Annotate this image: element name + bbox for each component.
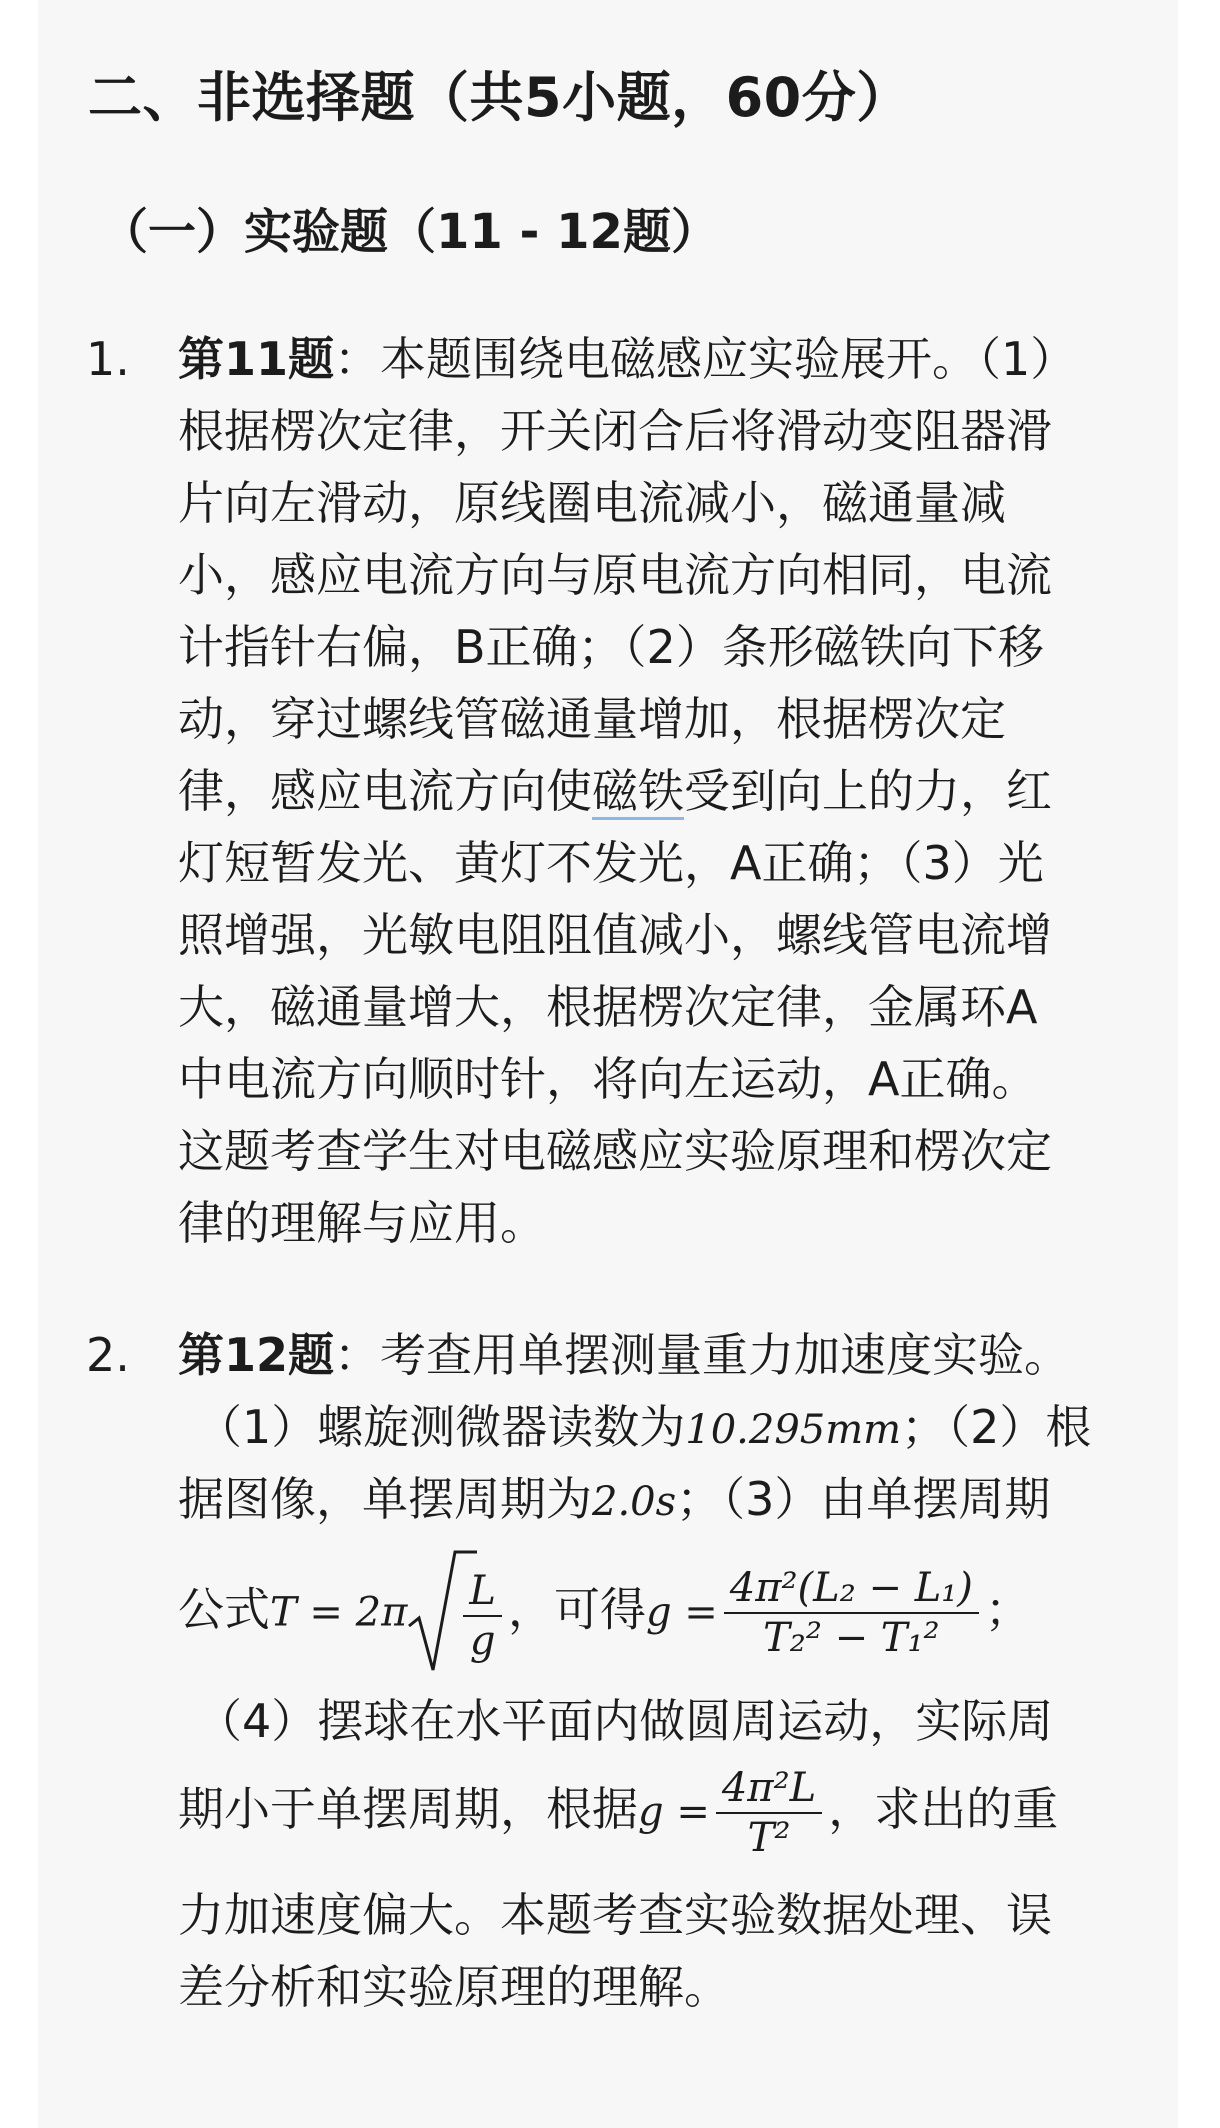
g-formula-2-fraction — [716, 1764, 822, 1862]
q11-line-2: 根据楞次定律，开关闭合后将滑动变阻器滑 — [178, 404, 1052, 458]
q11-line-3: 片向左滑动，原线圈电流减小，磁通量减 — [178, 476, 1006, 530]
q11-line-11: 中电流方向顺时针，将向左运动，A正确。 — [178, 1052, 1038, 1106]
q12-line-2-a: （1）螺旋测微器读数为 — [196, 1400, 686, 1454]
q12-line-3-a: 据图像，单摆周期为 — [178, 1472, 592, 1526]
period-formula-lhs: T = 2π — [270, 1589, 408, 1636]
micrometer-reading: 10.295mm — [685, 1407, 902, 1453]
q11-line-9: 照增强，光敏电阻阻值减小，螺线管电流增 — [178, 908, 1052, 962]
q12-label: 第12题 — [178, 1328, 335, 1382]
q11-line-5: 计指针右偏，B正确；（2）条形磁铁向下移 — [178, 620, 1044, 674]
fraction-numerator: 4π²(L₂ − L₁) — [729, 1565, 973, 1611]
q11-line-4: 小，感应电流方向与原电流方向相同，电流 — [178, 548, 1052, 602]
q11-label: 第11题 — [178, 332, 335, 386]
q12-line-6-b: ，求出的重 — [828, 1782, 1059, 1836]
underlined-term: 磁铁 — [592, 764, 684, 818]
q12-line-7: 力加速度偏大。本题考查实验数据处理、误 — [178, 1888, 1052, 1942]
square-root — [407, 1548, 508, 1678]
q11-line-7 — [178, 754, 1052, 828]
q11-line-1-text: ：本题围绕电磁感应实验展开。（1） — [334, 332, 1077, 386]
q11-line-10: 大，磁通量增大，根据楞次定律，金属环A — [178, 980, 1038, 1034]
fraction-numerator: L — [469, 1568, 496, 1614]
g-formula-fraction — [724, 1564, 979, 1662]
q12-line-6-a: 期小于单摆周期，根据 — [178, 1782, 638, 1836]
q12-line-4-c: ； — [984, 1582, 1031, 1637]
q12-line-1-text: ：考查用单摆测量重力加速度实验。 — [334, 1328, 1071, 1382]
period-value: 2.0s — [592, 1479, 677, 1525]
section-title: 二、非选择题（共5小题，60分） — [88, 66, 911, 129]
document-page — [38, 0, 1178, 2128]
fraction-denominator: T₂² − T₁² — [763, 1615, 940, 1661]
fraction-denominator: g — [469, 1618, 496, 1664]
g-formula-lhs: g = — [645, 1589, 718, 1636]
q12-line-5: （4）摆球在水平面内做圆周运动，实际周 — [196, 1694, 1054, 1748]
q12-line-2 — [196, 1390, 1091, 1467]
list-number: 1. — [86, 332, 130, 386]
q12-line-4-b: ，可得 — [507, 1582, 646, 1637]
q11-line-12: 这题考查学生对电磁感应实验原理和楞次定 — [178, 1124, 1052, 1178]
q12-line-3-b: ；（3）由单摆周期 — [676, 1472, 1051, 1526]
period-formula-fraction — [463, 1567, 502, 1665]
q12-line-4-a: 公式 — [178, 1582, 270, 1637]
fraction-denominator: T² — [747, 1814, 791, 1861]
q11-line-7-a: 律，感应电流方向使 — [178, 764, 592, 818]
q11-line-6: 动，穿过螺线管磁通量增加，根据楞次定 — [178, 692, 1006, 746]
list-number: 2. — [86, 1328, 130, 1382]
q12-line-6 — [178, 1754, 1058, 1867]
q11-line-7-c: 受到向上的力，红 — [684, 764, 1052, 818]
q11-line-8: 灯短暂发光、黄灯不发光，A正确；（3）光 — [178, 836, 1044, 890]
subsection-title: （一）实验题（11 - 12题） — [100, 204, 719, 260]
q12-line-4 — [178, 1548, 1031, 1678]
q11-line-1 — [178, 322, 1076, 396]
q12-line-1 — [178, 1318, 1070, 1392]
fraction-numerator: 4π²L — [721, 1764, 817, 1811]
q12-line-3 — [178, 1462, 1050, 1539]
q12-line-8: 差分析和实验原理的理解。 — [178, 1960, 730, 2014]
q11-line-13: 律的理解与应用。 — [178, 1196, 546, 1250]
g-formula-2-lhs: g = — [638, 1789, 710, 1835]
q12-line-2-b: ；（2）根 — [901, 1400, 1092, 1454]
